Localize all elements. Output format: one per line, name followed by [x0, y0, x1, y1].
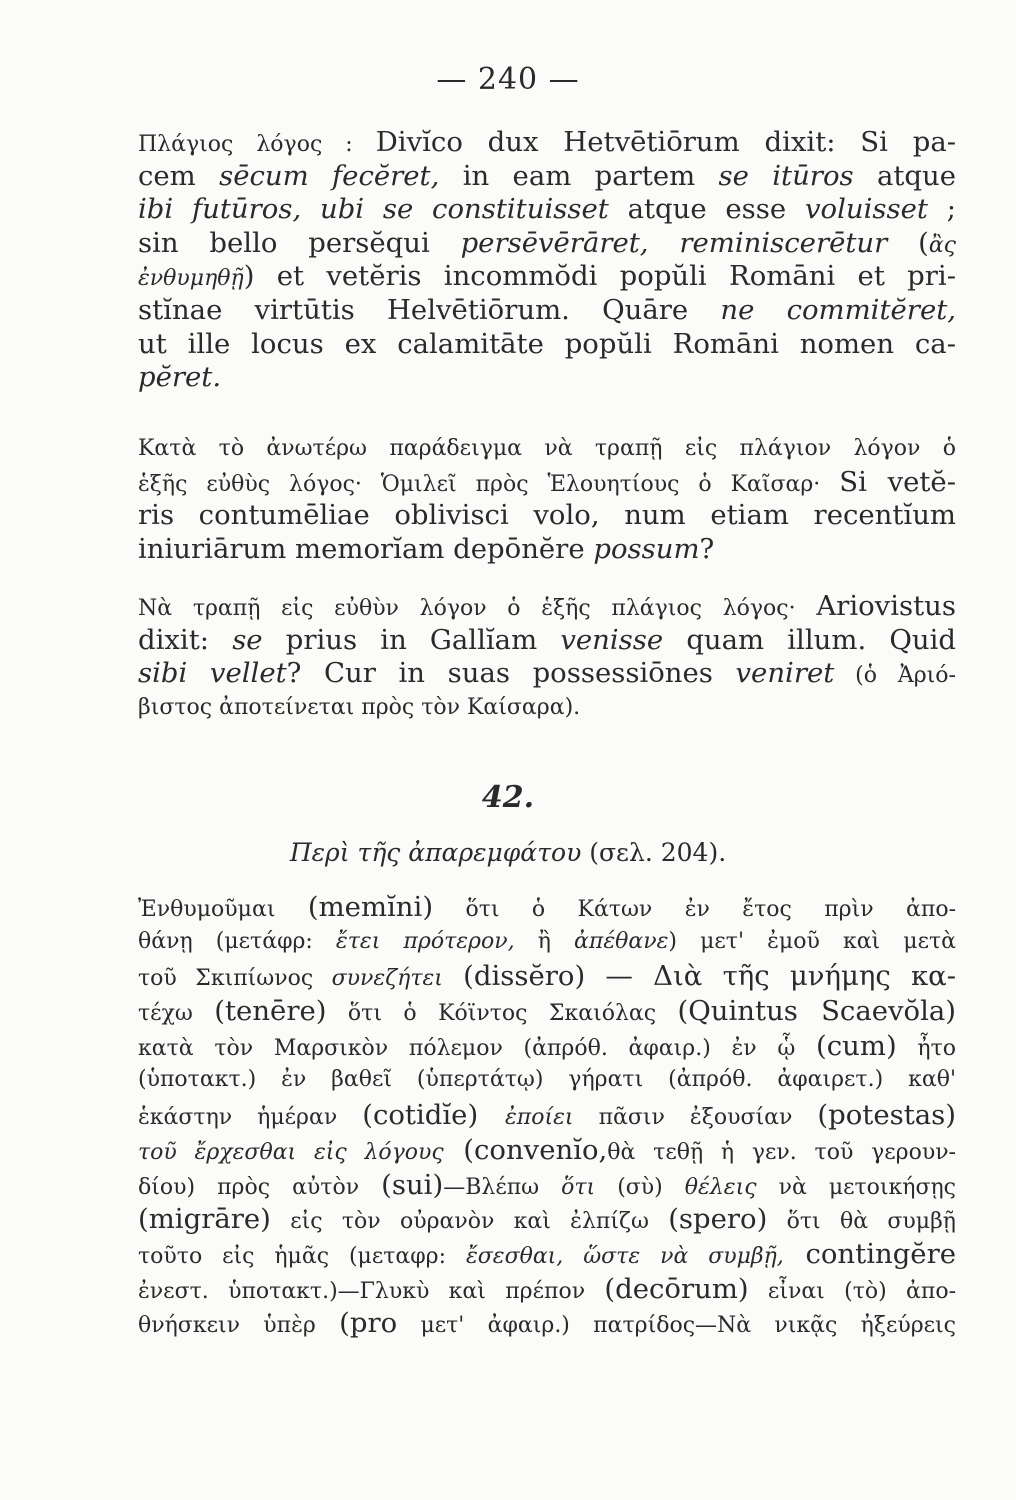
text-line: ris contumēliae oblivisci volo, num etiam recentĭum — [138, 499, 956, 532]
page-number: — 240 — — [436, 62, 580, 97]
text-line: θνήσκειν ὑπὲρ (pro μετ' ἀφαιρ.) πατρίδος—Νὰ νικᾷς ἠξεύρεις — [138, 1307, 956, 1340]
text-line: (ὑποτακτ.) ἐν βαθεῖ (ὑπερτάτῳ) γήρατι (ἀπρόθ. ἀφαιρετ.) καθ' — [138, 1067, 956, 1093]
text-line: ibi futūros, ubi se constituisset atque esse voluisset ; — [138, 193, 956, 226]
text-line: (migrāre) εἰς τὸν οὐρανὸν καὶ ἐλπίζω (spero) ὅτι θὰ συμβῇ — [138, 1203, 956, 1236]
text-line: Πλάγιος λόγος : Divĭco dux Hetvētiōrum dixit: Si pa- — [138, 126, 957, 158]
text-line: dixit: se prius in Gallĭam venisse quam illum. Quid — [138, 623, 956, 656]
text-line: sibi vellet? Cur in suas possessiōnes veniret (ὁ Ἀριό- — [138, 657, 956, 690]
text-line: Ἐνθυμοῦμαι (memĭni) ὅτι ὁ Κάτων ἐν ἔτος πρὶν ἀπο- — [138, 891, 957, 923]
text-line: cem sēcum fecĕret, in eam partem se itūros atque — [138, 159, 956, 192]
text-line: τοῦ Σκιπίωνος συνεζήτει (dissĕro) — Διὰ τῆς μνήμης κα- — [138, 960, 956, 993]
text-line: Νὰ τραπῇ εἰς εὐθὺν λόγον ὁ ἑξῆς πλάγιος λόγος· Ariovistus — [138, 590, 956, 622]
text-line: κατὰ τὸν Μαρσικὸν πόλεμον (ἀπρόθ. ἀφαιρ.) ἐν ᾧ (cum) ἦτο — [138, 1029, 956, 1062]
text-line: Κατὰ τὸ ἀνωτέρω παράδειγμα νὰ τραπῇ εἰς πλάγιον λόγον ὁ — [138, 436, 956, 461]
text-line: τοῦτο εἰς ἡμᾶς (μεταφρ: ἔσεσθαι, ὥστε νὰ συμβῇ, contingĕre — [138, 1237, 956, 1270]
section-number: 42. — [481, 780, 535, 815]
text-line: θάνῃ (μετάφρ: ἔτει πρότερον, ἢ ἀπέθανε) μετ' ἐμοῦ καὶ μετὰ — [138, 928, 956, 954]
text-line: stĭnae virtūtis Helvētiōrum. Quāre ne commitĕret, — [138, 293, 957, 326]
paragraph-exercise-1 — [138, 432, 956, 566]
section-title: Περὶ τῆς ἀπαρεμφάτου (σελ. 204). — [289, 838, 727, 867]
text-line: δίου) πρὸς αὐτὸν (sui)—Βλέπω ὅτι (σὺ) θέλεις νὰ μετοικήσῃς — [138, 1168, 957, 1201]
text-line: ut ille locus ex calamitāte popŭli Romāni nomen ca- — [138, 327, 956, 360]
text-line: ἐνθυμηθῇ) et vetĕris incommŏdi popŭli Romāni et pri- — [138, 260, 956, 293]
text-line: pĕret. — [138, 361, 222, 394]
text-line: τέχω (tenēre) ὅτι ὁ Κόϊντος Σκαιόλας (Quintus Scaevŏla) — [138, 995, 957, 1028]
text-line: βιστος ἀποτείνεται πρὸς τὸν Καίσαρα). — [138, 694, 581, 720]
text-line: ἐνεστ. ὑποτακτ.)—Γλυκὺ καὶ πρέπον (decōrum) εἶναι (τὸ) ἀπο- — [138, 1272, 956, 1305]
text-line: iniuriārum memorĭam depōnĕre possum? — [138, 532, 715, 565]
text-line: τοῦ ἔρχεσθαι εἰς λόγους (convenĭo,θὰ τεθῇ ἡ γεν. τοῦ γερουν- — [138, 1133, 956, 1166]
text-line: sin bello persĕqui persēvērāret, reminiscerētur (ἂς — [138, 226, 956, 259]
text-line: ἑκάστην ἡμέραν (cotidĭe) ἐποίει πᾶσιν ἐξουσίαν (potestas) — [138, 1099, 956, 1132]
text-line: ἑξῆς εὐθὺς λόγος· Ὁμιλεῖ πρὸς Ἑλουητίους ὁ Καῖσαρ· Si vetĕ- — [138, 465, 956, 498]
paragraph-infinitive-exercises — [138, 890, 956, 1341]
paragraph-exercise-2 — [138, 590, 956, 724]
paragraph-indirect-speech-example — [138, 126, 956, 395]
